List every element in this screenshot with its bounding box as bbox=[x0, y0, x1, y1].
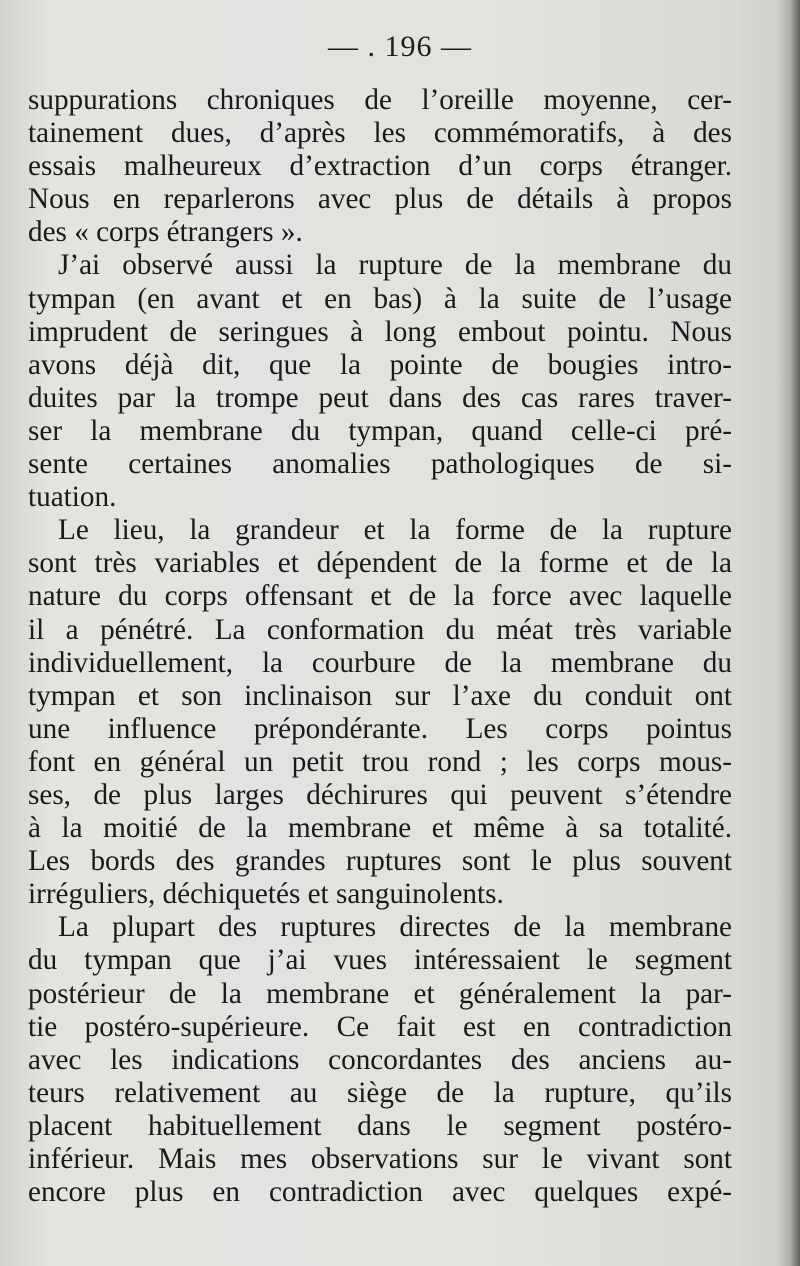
text-line: encore plus en contradiction avec quelques expé- bbox=[28, 1176, 732, 1209]
text-line: des « corps étrangers ». bbox=[28, 216, 303, 249]
text-line: placent habituellement dans le segment postéro- bbox=[28, 1109, 732, 1142]
text-line: avons déjà dit, que la pointe de bougies intro- bbox=[28, 348, 732, 381]
text-line: J’ai observé aussi la rupture de la membrane du bbox=[58, 249, 732, 282]
text-line: tympan (en avant et en bas) à la suite de l’usage bbox=[28, 282, 732, 315]
text-line: ser la membrane du tympan, quand celle-ci pré- bbox=[28, 414, 732, 447]
text-line: avec les indications concordantes des anciens au- bbox=[28, 1043, 732, 1076]
text-line: essais malheureux d’extraction d’un corps étranger. bbox=[28, 150, 732, 183]
text-line: irréguliers, déchiquetés et sanguinolents. bbox=[28, 878, 504, 911]
text-line: La plupart des ruptures directes de la membrane bbox=[58, 911, 732, 944]
text-line: tuation. bbox=[28, 481, 117, 514]
text-line: imprudent de seringues à long embout pointu. Nous bbox=[28, 315, 732, 348]
text-line: teurs relativement au siège de la rupture, qu’ils bbox=[28, 1076, 732, 1109]
text-line: une influence prépondérante. Les corps pointus bbox=[28, 712, 732, 745]
body-text bbox=[28, 84, 732, 1209]
text-line: individuellement, la courbure de la membrane du bbox=[28, 646, 732, 679]
text-line: à la moitié de la membrane et même à sa totalité. bbox=[28, 812, 732, 845]
text-line: sente certaines anomalies pathologiques de si- bbox=[28, 448, 732, 481]
text-line: Les bords des grandes ruptures sont le plus souvent bbox=[28, 845, 732, 878]
page-number: — . 196 — bbox=[328, 30, 472, 63]
text-line: duites par la trompe peut dans des cas rares traver- bbox=[28, 381, 732, 414]
text-line: Le lieu, la grandeur et la forme de la rupture bbox=[58, 514, 732, 547]
text-line: inférieur. Mais mes observations sur le vivant sont bbox=[28, 1143, 732, 1175]
text-line: nature du corps offensant et de la force avec laquelle bbox=[28, 580, 732, 613]
text-line: postérieur de la membrane et généralement la par- bbox=[28, 977, 732, 1010]
text-line: Nous en reparlerons avec plus de détails à propos bbox=[28, 183, 732, 216]
text-line: sont très variables et dépendent de la forme et de la bbox=[28, 547, 732, 580]
text-line: tympan et son inclinaison sur l’axe du conduit ont bbox=[28, 679, 732, 712]
text-line: ses, de plus larges déchirures qui peuvent s’étendre bbox=[28, 778, 732, 811]
text-line: il a pénétré. La conformation du méat très variable bbox=[28, 613, 732, 646]
text-line: suppurations chroniques de l’oreille moyenne, cer- bbox=[28, 84, 732, 116]
text-line: du tympan que j’ai vues intéressaient le segment bbox=[28, 944, 732, 977]
text-line: tainement dues, d’après les commémoratifs, à des bbox=[28, 117, 732, 150]
text-line: tie postéro-supérieure. Ce fait est en contradiction bbox=[28, 1010, 732, 1043]
text-line: font en général un petit trou rond ; les corps mous- bbox=[28, 745, 732, 778]
page-binding-shadow bbox=[778, 0, 800, 1266]
